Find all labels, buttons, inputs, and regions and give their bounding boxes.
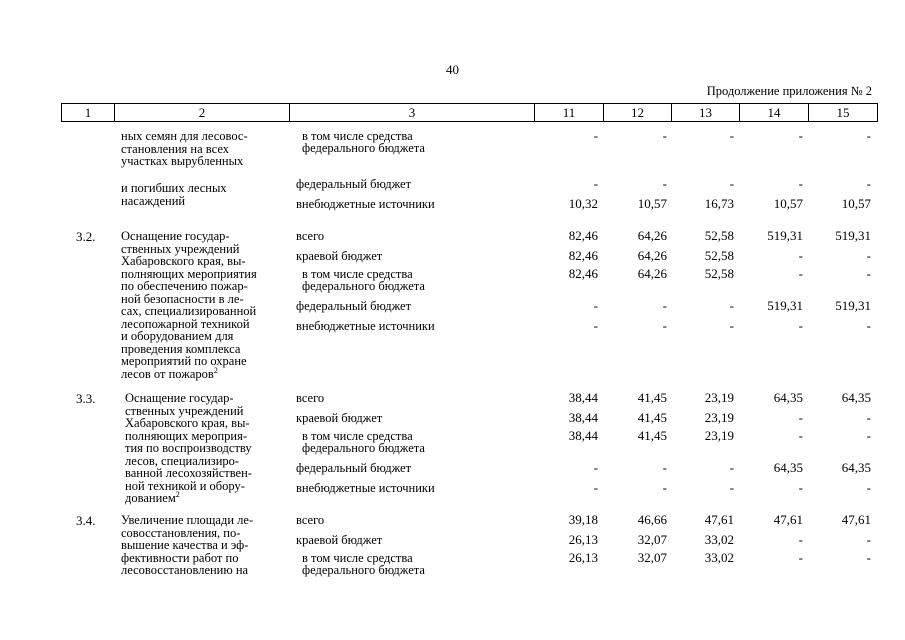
value-cell: 52,58 xyxy=(704,266,734,281)
value-cell: 38,44 xyxy=(568,428,598,443)
item-description xyxy=(121,182,227,207)
description-line: полняющих мероприятия xyxy=(121,266,257,281)
description-line: насаждений xyxy=(121,193,186,208)
value-cell: - xyxy=(662,298,667,313)
item-description xyxy=(125,392,252,505)
description-line: лесовосстановлению на xyxy=(121,563,249,577)
value-cell: 64,26 xyxy=(637,266,667,281)
value-cell: - xyxy=(729,128,734,143)
description-line: Оснащение государ- xyxy=(125,391,234,405)
footnote-marker: 2 xyxy=(175,489,180,499)
value-cell: 47,61 xyxy=(841,512,871,527)
value-cell: 10,57 xyxy=(637,196,667,211)
budget-source-label: в том числе средства федерального бюджета xyxy=(302,551,425,577)
header-col-15: 15 xyxy=(809,104,878,122)
value-cell: 82,46 xyxy=(568,266,598,281)
value-cell: - xyxy=(866,128,871,143)
value-cell: 41,45 xyxy=(637,390,667,405)
description-line: и оборудованием для xyxy=(121,329,234,343)
description-line: ственных учреждений xyxy=(125,403,244,418)
budget-source-label: в том числе средства федерального бюджета xyxy=(302,267,425,293)
header-col-12: 12 xyxy=(604,104,672,122)
value-cell: 82,46 xyxy=(568,228,598,243)
budget-source-label: внебюджетные источники xyxy=(296,319,435,333)
value-cell: - xyxy=(593,480,598,495)
value-cell: 33,02 xyxy=(704,550,734,565)
value-cell: 519,31 xyxy=(835,228,871,243)
header-col-2: 2 xyxy=(115,104,290,122)
item-number: 3.2. xyxy=(76,229,96,244)
value-cell: - xyxy=(593,460,598,475)
budget-source-label: краевой бюджет xyxy=(296,533,383,547)
value-cell: - xyxy=(798,550,803,565)
value-cell: 23,19 xyxy=(704,428,734,443)
description-line: мероприятий по охране xyxy=(121,354,247,368)
page-number: 40 xyxy=(446,62,459,77)
value-cell: - xyxy=(798,532,803,547)
budget-source-label: краевой бюджет xyxy=(296,249,383,263)
value-cell: 26,13 xyxy=(568,532,598,547)
description-line: дованием$^2$ xyxy=(125,489,180,505)
value-cell: 32,07 xyxy=(637,532,667,547)
description-line: ной безопасности в ле- xyxy=(121,291,244,306)
value-cell: - xyxy=(798,410,803,425)
value-cell: - xyxy=(593,298,598,313)
item-number: 3.3. xyxy=(76,391,96,406)
value-cell: - xyxy=(866,318,871,333)
item-description xyxy=(121,230,257,380)
value-cell: 519,31 xyxy=(835,298,871,313)
value-cell: - xyxy=(593,128,598,143)
value-cell: - xyxy=(866,410,871,425)
value-cell: 38,44 xyxy=(568,390,598,405)
value-cell: 23,19 xyxy=(704,390,734,405)
description-line: и погибших лесных xyxy=(121,181,227,195)
footnote-marker: 2 xyxy=(213,365,218,375)
value-cell: - xyxy=(798,428,803,443)
description-line: лесопожарной техникой xyxy=(121,316,250,331)
header-col-3: 3 xyxy=(290,104,535,122)
item-description xyxy=(121,514,253,577)
value-cell: - xyxy=(729,480,734,495)
item-description xyxy=(121,130,248,168)
budget-source-label: федеральный бюджет xyxy=(296,177,412,191)
description-line: ванной лесохозяйствен- xyxy=(125,466,252,480)
description-line: совосстановления, по- xyxy=(121,525,241,540)
header-col-11: 11 xyxy=(535,104,604,122)
value-cell: - xyxy=(662,318,667,333)
value-cell: - xyxy=(593,318,598,333)
value-cell: - xyxy=(798,176,803,191)
value-cell: - xyxy=(866,532,871,547)
header-col-1: 1 xyxy=(62,104,115,122)
header-col-13: 13 xyxy=(672,104,740,122)
value-cell: 26,13 xyxy=(568,550,598,565)
value-cell: 46,66 xyxy=(637,512,667,527)
value-cell: 32,07 xyxy=(637,550,667,565)
value-cell: 39,18 xyxy=(568,512,598,527)
value-cell: - xyxy=(866,266,871,281)
description-line: Хабаровского края, вы- xyxy=(121,254,246,268)
value-cell: - xyxy=(866,550,871,565)
description-line: Увеличение площади ле- xyxy=(121,513,254,527)
value-cell: 64,26 xyxy=(637,248,667,263)
description-line: ственных учреждений xyxy=(121,241,240,256)
value-cell: 52,58 xyxy=(704,248,734,263)
value-cell: 41,45 xyxy=(637,410,667,425)
value-cell: - xyxy=(866,248,871,263)
value-cell: 519,31 xyxy=(767,228,803,243)
value-cell: - xyxy=(729,318,734,333)
value-cell: 64,35 xyxy=(841,460,871,475)
value-cell: - xyxy=(729,298,734,313)
budget-source-label: в том числе средства федерального бюджета xyxy=(302,429,425,455)
budget-source-label: внебюджетные источники xyxy=(296,197,435,211)
value-cell: - xyxy=(798,128,803,143)
value-cell: - xyxy=(662,176,667,191)
description-line: ной техникой и обору- xyxy=(125,478,245,493)
description-line: тия по воспроизводству xyxy=(125,441,252,455)
value-cell: 64,35 xyxy=(773,460,803,475)
description-line: лесов, специализиро- xyxy=(125,453,240,468)
value-cell: 10,57 xyxy=(773,196,803,211)
continuation-note: Продолжение приложения № 2 xyxy=(706,84,872,98)
value-cell: 10,57 xyxy=(841,196,871,211)
value-cell: 64,26 xyxy=(637,228,667,243)
value-cell: 64,35 xyxy=(773,390,803,405)
value-cell: 16,73 xyxy=(704,196,734,211)
value-cell: 47,61 xyxy=(704,512,734,527)
value-cell: - xyxy=(798,480,803,495)
header-col-14: 14 xyxy=(740,104,809,122)
item-number: 3.4. xyxy=(76,513,96,528)
value-cell: 519,31 xyxy=(767,298,803,313)
description-line: полняющих мероприя- xyxy=(125,428,247,443)
description-line: становления на всех xyxy=(121,141,229,156)
value-cell: - xyxy=(729,460,734,475)
value-cell: - xyxy=(662,480,667,495)
value-cell: - xyxy=(593,176,598,191)
value-cell: 47,61 xyxy=(773,512,803,527)
budget-source-label: всего xyxy=(296,229,325,243)
description-line: проведения комплекса xyxy=(121,341,241,356)
value-cell: - xyxy=(866,176,871,191)
description-line: Хабаровского края, вы- xyxy=(125,416,250,430)
budget-source-label: федеральный бюджет xyxy=(296,461,412,475)
value-cell: 82,46 xyxy=(568,248,598,263)
budget-source-label: краевой бюджет xyxy=(296,411,383,425)
value-cell: - xyxy=(662,460,667,475)
value-cell: - xyxy=(662,128,667,143)
value-cell: 38,44 xyxy=(568,410,598,425)
value-cell: - xyxy=(798,266,803,281)
value-cell: - xyxy=(798,318,803,333)
value-cell: - xyxy=(866,480,871,495)
description-line: Оснащение государ- xyxy=(121,229,230,243)
budget-source-label: в том числе средства федерального бюджета xyxy=(302,129,425,155)
description-line: ных семян для лесовос- xyxy=(121,129,248,143)
description-line: лесов от пожаров$^2$ xyxy=(121,365,218,381)
value-cell: 23,19 xyxy=(704,410,734,425)
value-cell: - xyxy=(729,176,734,191)
description-line: сах, специализированной xyxy=(121,304,257,318)
budget-source-label: внебюджетные источники xyxy=(296,481,435,495)
value-cell: 10,32 xyxy=(568,196,598,211)
value-cell: 64,35 xyxy=(841,390,871,405)
value-cell: 33,02 xyxy=(704,532,734,547)
value-cell: 52,58 xyxy=(704,228,734,243)
value-cell: - xyxy=(798,248,803,263)
value-cell: - xyxy=(866,428,871,443)
description-line: вышение качества и эф- xyxy=(121,538,249,552)
budget-source-label: всего xyxy=(296,513,325,527)
description-line: по обеспечению пожар- xyxy=(121,279,248,293)
description-line: фективности работ по xyxy=(121,550,239,565)
value-cell: 41,45 xyxy=(637,428,667,443)
budget-source-label: федеральный бюджет xyxy=(296,299,412,313)
description-line: участках вырубленных xyxy=(121,154,244,168)
budget-source-label: всего xyxy=(296,391,325,405)
